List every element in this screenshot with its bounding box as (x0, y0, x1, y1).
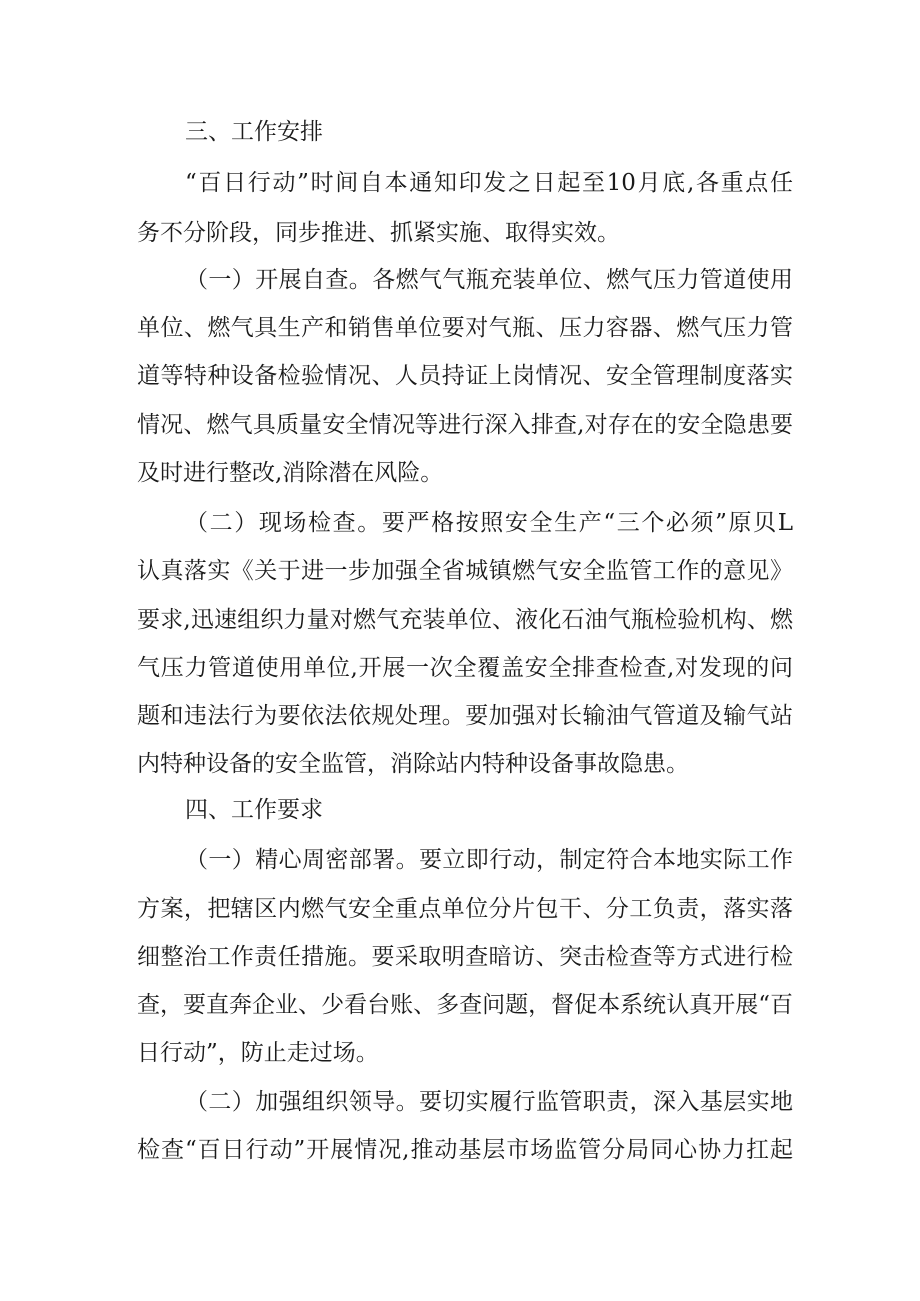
paragraph-line: 内特种设备的安全监管，消除站内特种设备事故隐患。 (137, 751, 689, 777)
paragraph-line: 单位、燃气具生产和销售单位要对气瓶、压力容器、燃气压力管 (137, 315, 793, 341)
paragraph-line: （一）精心周密部署。要立即行动，制定符合本地实际工作 (185, 847, 793, 873)
paragraph-line: （二）加强组织领导。要切实履行监管职责，深入基层实地 (185, 1089, 793, 1115)
paragraph-line: 情况、燃气具质量安全情况等进行深入排查,对存在的安全隐患要 (137, 412, 793, 438)
paragraph-line: 日行动”，防止走过场。 (137, 1040, 379, 1066)
paragraph-line: （一）开展自查。各燃气气瓶充装单位、燃气压力管道使用 (185, 267, 793, 293)
paragraph-line: 道等特种设备检验情况、人员持证上岗情况、安全管理制度落实 (137, 363, 793, 389)
paragraph-line: 方案，把辖区内燃气安全重点单位分片包干、分工负责，落实落 (137, 896, 793, 922)
section-heading-4: 四、工作要求 (185, 797, 323, 823)
paragraph-line: 气压力管道使用单位,开展一次全覆盖安全排查检查,对发现的问 (137, 655, 793, 681)
paragraph-line: 细整治工作责任措施。要采取明查暗访、突击检查等方式进行检 (137, 944, 793, 970)
paragraph-line: 认真落实《关于进一步加强全省城镇燃气安全监管工作的意见》 (137, 558, 793, 584)
paragraph-line: 检查“百日行动”开展情况,推动基层市场监管分局同心协力扛起 (137, 1137, 793, 1163)
paragraph-line: （二）现场检查。要严格按照安全生产“三个必须”原贝L (185, 510, 793, 536)
paragraph-line: “百日行动”时间自本通知印发之日起至10月底,各重点任 (185, 170, 793, 196)
paragraph-line: 查，要直奔企业、少看台账、多查问题，督促本系统认真开展“百 (137, 992, 793, 1018)
section-heading-3: 三、工作安排 (185, 119, 323, 145)
paragraph-line: 题和违法行为要依法依规处理。要加强对长输油气管道及输气站 (137, 703, 793, 729)
paragraph-line: 务不分阶段，同步推进、抓紧实施、取得实效。 (137, 220, 620, 246)
paragraph-line: 要求,迅速组织力量对燃气充装单位、液化石油气瓶检验机构、燃 (137, 607, 793, 633)
paragraph-line: 及时进行整改,消除潜在风险。 (137, 460, 444, 486)
